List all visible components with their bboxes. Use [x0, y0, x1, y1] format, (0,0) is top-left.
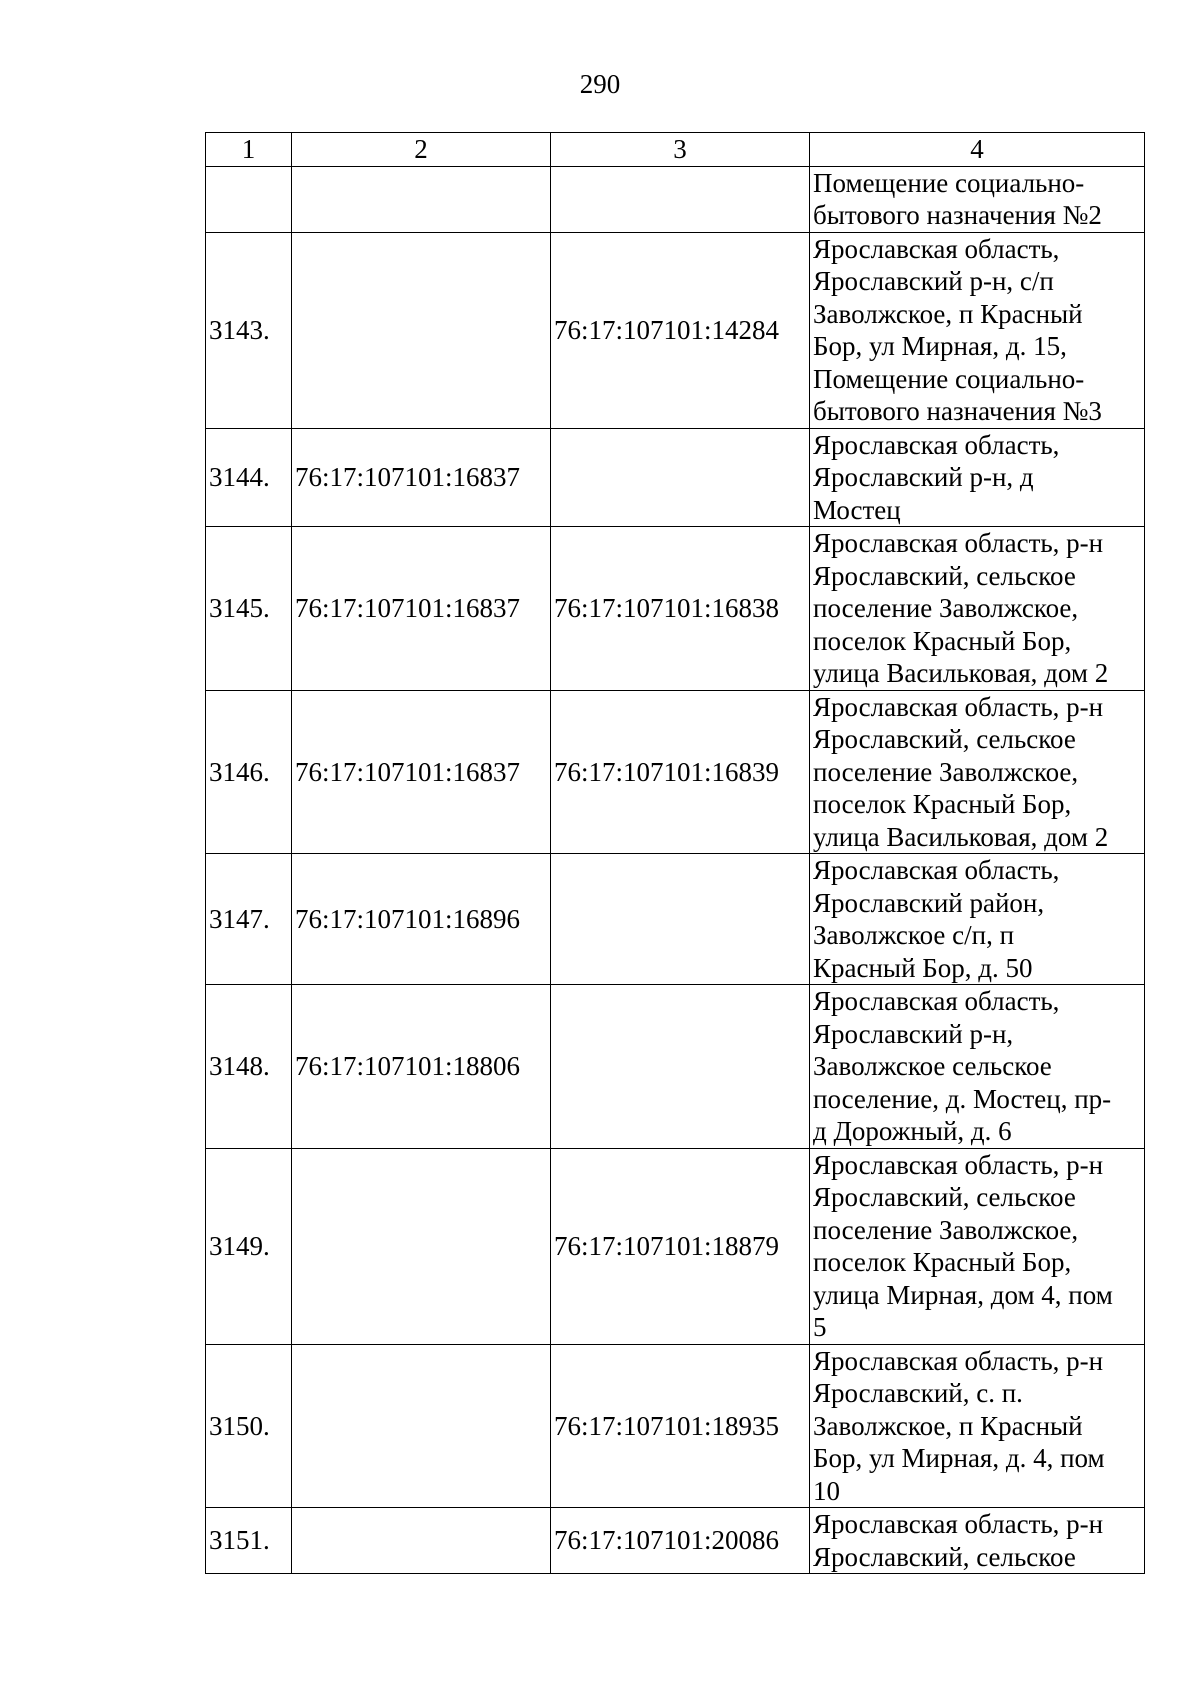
property-registry-table [205, 132, 1145, 1574]
table-row [206, 1508, 1145, 1574]
row-number-cell [206, 166, 292, 232]
address-cell: Ярославская область, р-н Ярославский, сельское [810, 1508, 1145, 1574]
address-cell: Ярославская область, р-н Ярославский, сельское поселение Заволжское, поселок Красный Бор, улица Васильковая, дом 2 [810, 690, 1145, 854]
table-row [206, 428, 1145, 527]
cadastral-number-cell [292, 166, 551, 232]
object-cadastral-number-cell: 76:17:107101:16838 [551, 527, 810, 691]
row-number-cell: 3148. [206, 985, 292, 1149]
table-row [206, 527, 1145, 691]
address-cell: Ярославская область, Ярославский район, Заволжское с/п, п Красный Бор, д. 50 [810, 854, 1145, 985]
object-cadastral-number-cell: 76:17:107101:14284 [551, 232, 810, 428]
address-cell: Ярославская область, Ярославский р-н, с/п Заволжское, п Красный Бор, ул Мирная, д. 15, Помещение социально- бытового назначения №3 [810, 232, 1145, 428]
cadastral-number-cell: 76:17:107101:18806 [292, 985, 551, 1149]
row-number-cell: 3149. [206, 1148, 292, 1344]
object-cadastral-number-cell [551, 985, 810, 1149]
table-row [206, 1148, 1145, 1344]
object-cadastral-number-cell: 76:17:107101:18935 [551, 1344, 810, 1508]
row-number-cell: 3151. [206, 1508, 292, 1574]
object-cadastral-number-cell [551, 166, 810, 232]
column-header-3: 3 [551, 133, 810, 167]
table-row [206, 854, 1145, 985]
table-row [206, 232, 1145, 428]
address-cell: Ярославская область, р-н Ярославский, сельское поселение Заволжское, поселок Красный Бор, улица Васильковая, дом 2 [810, 527, 1145, 691]
address-cell: Ярославская область, р-н Ярославский, с. п. Заволжское, п Красный Бор, ул Мирная, д. 4, пом 10 [810, 1344, 1145, 1508]
cadastral-number-cell: 76:17:107101:16837 [292, 428, 551, 527]
column-header-2: 2 [292, 133, 551, 167]
column-header-4: 4 [810, 133, 1145, 167]
row-number-cell: 3147. [206, 854, 292, 985]
row-number-cell: 3144. [206, 428, 292, 527]
cadastral-number-cell [292, 1508, 551, 1574]
row-number-cell: 3146. [206, 690, 292, 854]
address-cell: Ярославская область, р-н Ярославский, сельское поселение Заволжское, поселок Красный Бор, улица Мирная, дом 4, пом 5 [810, 1148, 1145, 1344]
cadastral-number-cell [292, 1344, 551, 1508]
object-cadastral-number-cell [551, 428, 810, 527]
table-row [206, 166, 1145, 232]
table-row [206, 985, 1145, 1149]
table-header-row [206, 133, 1145, 167]
cadastral-number-cell: 76:17:107101:16837 [292, 527, 551, 691]
object-cadastral-number-cell: 76:17:107101:20086 [551, 1508, 810, 1574]
page-number: 290 [579, 69, 621, 99]
cadastral-number-cell: 76:17:107101:16837 [292, 690, 551, 854]
address-cell: Ярославская область, Ярославский р-н, д Мостец [810, 428, 1145, 527]
cadastral-number-cell [292, 232, 551, 428]
row-number-cell: 3143. [206, 232, 292, 428]
address-cell: Ярославская область, Ярославский р-н, Заволжское сельское поселение, д. Мостец, пр- д Дорожный, д. 6 [810, 985, 1145, 1149]
table-row [206, 1344, 1145, 1508]
cadastral-number-cell [292, 1148, 551, 1344]
column-header-1: 1 [206, 133, 292, 167]
cadastral-number-cell: 76:17:107101:16896 [292, 854, 551, 985]
row-number-cell: 3150. [206, 1344, 292, 1508]
object-cadastral-number-cell: 76:17:107101:18879 [551, 1148, 810, 1344]
object-cadastral-number-cell: 76:17:107101:16839 [551, 690, 810, 854]
row-number-cell: 3145. [206, 527, 292, 691]
object-cadastral-number-cell [551, 854, 810, 985]
table-row [206, 690, 1145, 854]
address-cell: Помещение социально- бытового назначения №2 [810, 166, 1145, 232]
